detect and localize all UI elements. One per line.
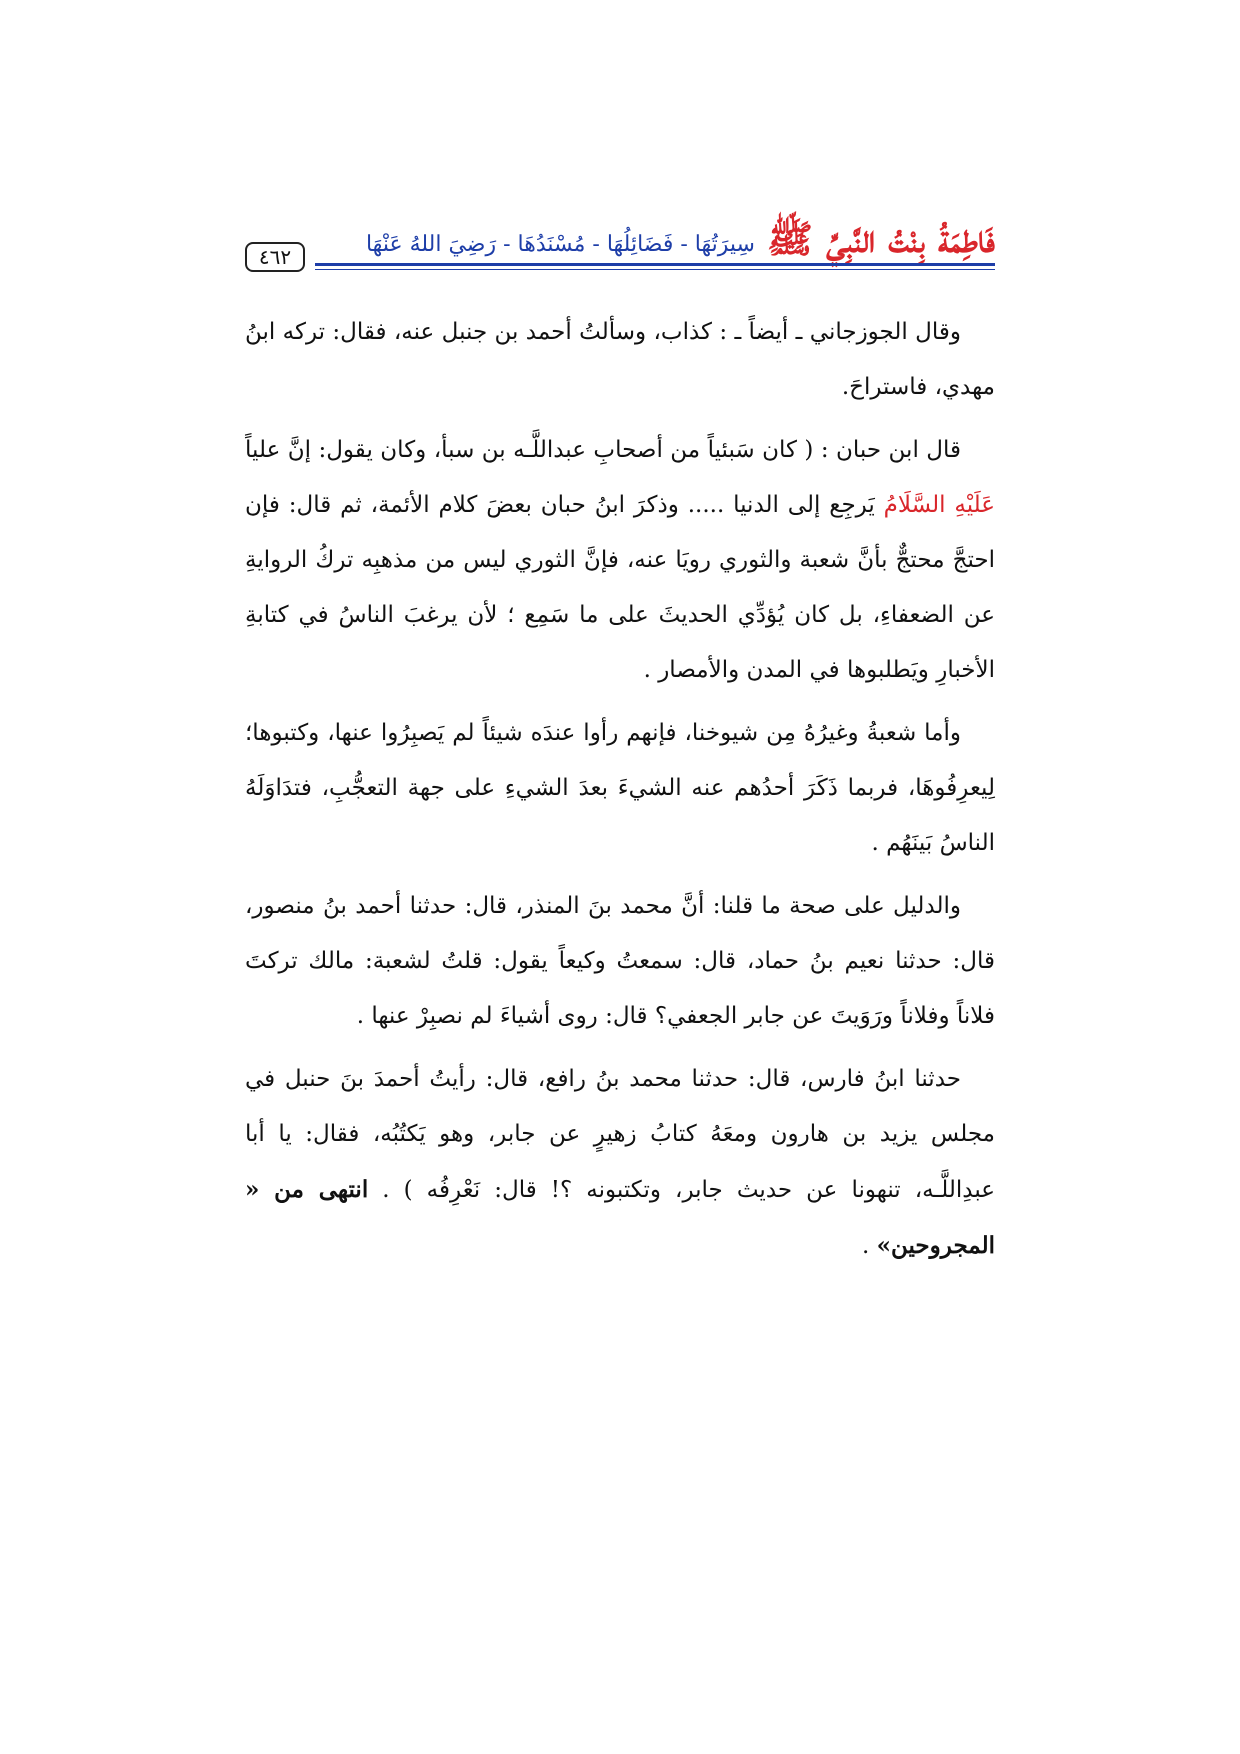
page-header	[245, 200, 995, 272]
header-rule-thin	[315, 269, 995, 270]
paragraph-2	[245, 423, 995, 698]
paragraph-5	[245, 1052, 995, 1274]
honorific-text: عَلَيْهِ السَّلَامُ	[883, 492, 996, 518]
paragraph-3: وأما شعبةُ وغيرُهُ مِن شيوخنا، فإنهم رأوا عندَه شيئاً لم يَصبِرُوا عنها، وكتبوها؛ لِيعرِفُوهَا، فربما ذَكَرَ أحدُهم عنه الشيءَ بعدَ الشيءِ على جهة التعجُّبِ، فتدَاوَلَهُ الناسُ بَينَهُم .	[245, 720, 995, 856]
paragraph-5-text: حدثنا ابنُ فارس، قال: حدثنا محمد بنُ رافع، قال: رأيتُ أحمدَ بنَ حنبل في مجلس يزيد بن هارون ومعَهُ كتابُ زهيرٍ عن جابر، وهو يَكتُبُه، فقال: يا أبا عبدِاللَّـه، تنهونا عن حديث جابر، وتكتبونه ؟! قال: نَعْرِفُه ) .	[245, 1066, 995, 1203]
book-title: فَاطِمَةُ بِنْتُ النَّبِيِّ ﷺ	[767, 216, 995, 261]
paragraph-5-end: .	[861, 1233, 877, 1259]
source-citation: انتهى من « المجروحين»	[245, 1176, 995, 1259]
page-body	[245, 305, 995, 1274]
paragraph-2-text-b: يَرجِع إلى الدنيا ..... وذكرَ ابنُ حبان بعضَ كلام الأئمة، ثم قال: فإن احتجَّ محتجٌّ بأنَّ شعبة والثوري رويَا عنه، فإنَّ الثوري ليس من مذهبِه تركُ الروايةِ عن الضعفاءِ، بل كان يُؤدِّي الحديثَ على ما سَمِع ؛ لأن يرغبَ الناسُ في كتابةِ الأخبارِ ويَطلبوها في المدن والأمصار .	[245, 492, 995, 683]
paragraph-2-text-a: قال ابن حبان : ( كان سَبئياً من أصحابِ عبداللَّـه بن سبأ، وكان يقول: إنَّ علياً	[245, 437, 961, 463]
book-subtitle: سِيرَتُهَا - فَضَائِلُهَا - مُسْنَدُهَا - رَضِيَ اللهُ عَنْهَا	[365, 231, 755, 257]
header-title	[365, 200, 995, 261]
paragraph-4: والدليل على صحة ما قلنا: أنَّ محمد بنَ المنذر، قال: حدثنا أحمد بنُ منصور، قال: حدثنا نعيم بنُ حماد، قال: سمعتُ وكيعاً يقول: قلتُ لشعبة: مالك تركتَ فلاناً وفلاناً ورَوَيتَ عن جابر الجعفي؟ قال: روى أشياءَ لم نصبِرْ عنها .	[245, 893, 995, 1029]
page-number: ٤٦٢	[245, 242, 305, 272]
paragraph-1: وقال الجوزجاني ـ أيضاً ـ : كذاب، وسألتُ أحمد بن جنبل عنه، فقال: تركه ابنُ مهدي، فاستراحَ.	[245, 319, 995, 400]
header-rule	[315, 263, 995, 266]
